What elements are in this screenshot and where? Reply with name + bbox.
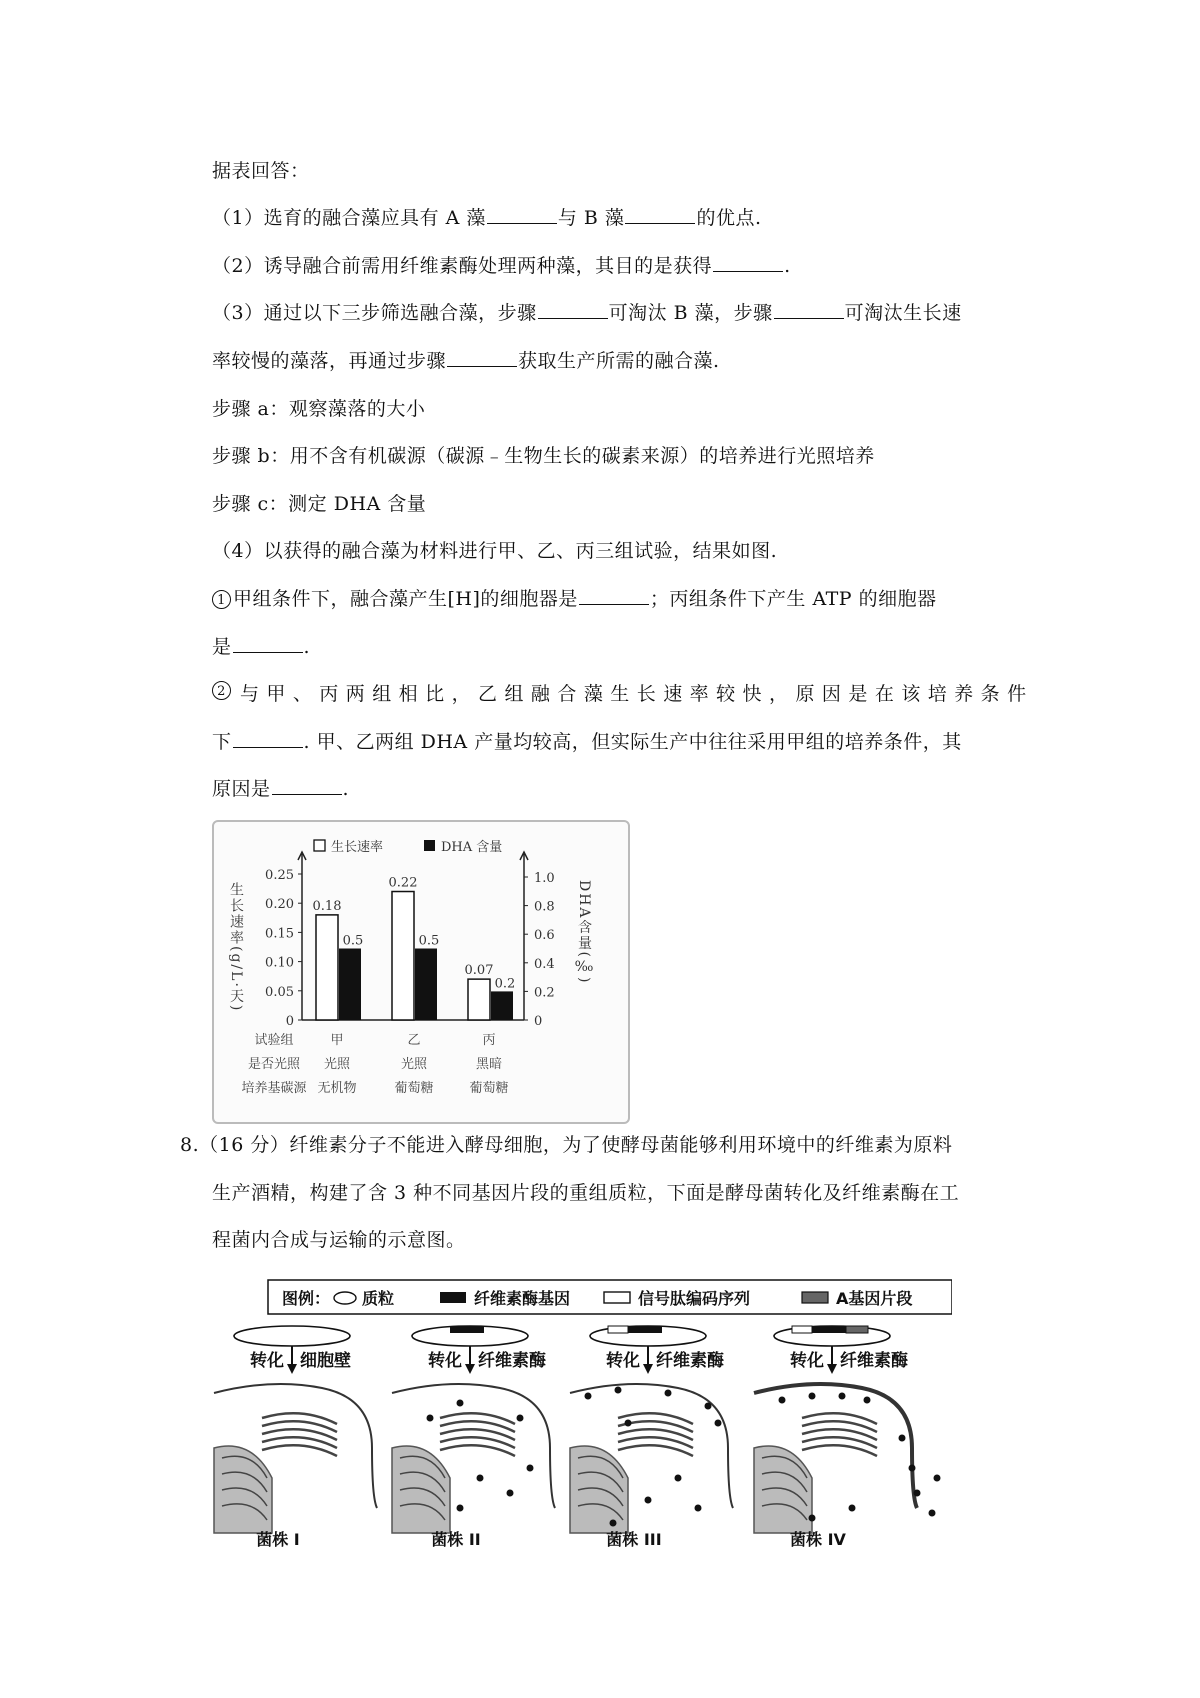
answer-blank[interactable] <box>233 729 303 748</box>
signal-peptide-icon <box>608 1326 628 1333</box>
golgi-membrane <box>802 1445 877 1456</box>
table-cell: 无机物 <box>317 1081 357 1096</box>
legend-swatch-growth <box>314 840 325 851</box>
text-char: 两 <box>345 683 366 705</box>
plasmid-icon <box>234 1326 350 1346</box>
text-char: 该 <box>901 683 921 705</box>
data-label: 0.5 <box>418 933 440 949</box>
legend-item: 纤维素酶基因 <box>474 1289 571 1308</box>
table-row-header: 是否光照 <box>247 1057 301 1072</box>
cellulase-dot <box>705 1403 712 1410</box>
text-char: 比 <box>425 683 445 705</box>
question-3-line-2: 率较慢的藻落，再通过步骤 获取生产所需的融合藻. <box>212 350 720 372</box>
table-cell: 乙 <box>407 1033 421 1048</box>
cellulase-dot <box>675 1475 682 1482</box>
left-tick-label: 0.15 <box>265 926 294 942</box>
answer-blank[interactable] <box>579 586 649 605</box>
a-gene-fragment-icon <box>802 1292 828 1303</box>
golgi-membrane <box>440 1445 515 1456</box>
y-axis-label-right: DHA含量(‰) <box>576 880 592 985</box>
text-char: 生 <box>610 683 630 705</box>
table-cell: 葡萄糖 <box>469 1081 509 1096</box>
text-char: 养 <box>954 683 974 705</box>
cellulase-dot <box>457 1400 464 1407</box>
cellulase-dot <box>507 1490 514 1497</box>
step-b: 步骤 b：用不含有机碳源（碳源﹣生物生长的碳素来源）的培养进行光照培养 <box>212 445 875 467</box>
legend-label: DHA 含量 <box>441 840 503 855</box>
text-char: 原 <box>795 683 815 705</box>
cellulase-dot <box>715 1420 722 1427</box>
right-tick-label: 0.8 <box>534 899 555 915</box>
table-row-header: 培养基碳源 <box>241 1081 307 1096</box>
bar-dha-content <box>415 949 437 1021</box>
legend-item: A基因片段 <box>836 1289 913 1308</box>
text-char: 因 <box>821 683 842 705</box>
arrow-head-icon <box>643 1364 653 1374</box>
left-tick-label: 0.25 <box>265 868 294 883</box>
cellulase-dot <box>615 1387 622 1394</box>
text-char: 件 <box>1007 683 1027 705</box>
data-label: 0.2 <box>494 976 516 992</box>
cellulase-dot <box>909 1465 916 1472</box>
cellulase-dot <box>477 1475 484 1482</box>
left-tick-label: 0.05 <box>265 984 294 1000</box>
question-8-line-2: 生产酒精，构建了含 3 种不同基因片段的重组质粒，下面是酵母菌转化及纤维素酶在工 <box>212 1182 960 1204</box>
strain-label: 菌株 III <box>606 1530 662 1548</box>
question-2: （2）诱导融合前需用纤维素酶处理两种藻，其目的是获得 . <box>212 255 791 277</box>
signal-peptide-icon <box>792 1326 812 1333</box>
circled-number: 1 <box>212 590 231 609</box>
table-cell: 光照 <box>323 1057 351 1072</box>
left-tick-label: 0.10 <box>265 955 294 971</box>
circled-number: 2 <box>212 681 231 700</box>
question-1: （1）选育的融合藻应具有 A 藻 与 B 藻 的优点. <box>212 207 762 229</box>
text-char: 率 <box>689 683 710 705</box>
cellulase-gene-icon <box>450 1326 484 1333</box>
y-axis-label-left: 生长速率(g/L·天) <box>228 882 244 1013</box>
answer-blank[interactable] <box>233 634 303 653</box>
data-label: 0.5 <box>342 933 364 949</box>
cellulase-dot <box>914 1490 921 1497</box>
a-gene-fragment-icon <box>846 1326 868 1333</box>
answer-blank[interactable] <box>774 300 844 319</box>
step-c: 步骤 c：测定 DHA 含量 <box>212 493 427 515</box>
cellulase-dot <box>645 1497 652 1504</box>
right-tick-label: 0.6 <box>534 928 555 944</box>
cellulase-dot <box>864 1397 871 1404</box>
cellulase-dot <box>779 1397 786 1404</box>
text-char: 是 <box>848 683 868 705</box>
answer-blank[interactable] <box>625 205 695 224</box>
question-4: （4）以获得的融合藻为材料进行甲、乙、丙三组试验，结果如图. <box>212 540 778 562</box>
intro-text: 据表回答： <box>212 160 310 182</box>
diagram-svg <box>212 1278 952 1548</box>
text-char: 培 <box>927 683 948 705</box>
text-char: 、 <box>292 683 313 705</box>
strain-label: 菌株 II <box>431 1530 481 1548</box>
text-char: 速 <box>663 683 683 705</box>
question-8-line-3: 程菌内合成与运输的示意图。 <box>212 1229 466 1251</box>
sub-question-2-line-3: 原因是 . <box>212 778 350 800</box>
growth-dha-chart <box>212 820 630 1124</box>
table-cell: 光照 <box>400 1057 428 1072</box>
table-row-header: 试验组 <box>254 1033 294 1048</box>
cellulase-gene-icon <box>628 1326 662 1333</box>
sub-question-2-line-2: 下 . 甲、乙两组 DHA 产量均较高，但实际生产中往往采用甲组的培养条件，其 <box>212 731 962 753</box>
data-label: 0.07 <box>464 963 494 979</box>
signal-peptide-icon <box>604 1292 630 1303</box>
data-label: 0.18 <box>312 898 342 914</box>
bar-growth-rate <box>392 892 414 1020</box>
bar-growth-rate <box>316 915 338 1020</box>
transform-label: 转化 <box>606 1351 640 1371</box>
golgi-membrane <box>262 1445 337 1456</box>
text-char: 组 <box>372 683 392 705</box>
right-tick-label: 0 <box>534 1014 543 1029</box>
text-char: 与 <box>239 683 260 705</box>
text-char: 合 <box>557 683 577 705</box>
answer-blank[interactable] <box>538 300 608 319</box>
cellulase-dot <box>457 1505 464 1512</box>
table-cell: 黑暗 <box>475 1057 503 1072</box>
chart-svg <box>214 822 628 1122</box>
strain-label: 菌株 IV <box>790 1530 846 1548</box>
table-cell: 甲 <box>330 1033 344 1048</box>
transform-label: 转化 <box>250 1351 284 1371</box>
text-char: 融 <box>530 683 551 705</box>
text-char: 乙 <box>478 683 498 705</box>
table-cell: 丙 <box>482 1033 496 1048</box>
answer-blank[interactable] <box>487 205 557 224</box>
text-char: 在 <box>874 683 895 705</box>
cellulase-dot <box>809 1515 816 1522</box>
sub-question-2-line-1 <box>212 681 1027 707</box>
text-char: 丙 <box>319 683 339 705</box>
cellulase-dot <box>809 1393 816 1400</box>
cellulase-dot <box>934 1475 941 1482</box>
text-char: 长 <box>636 683 657 705</box>
text-char: 条 <box>980 683 1001 705</box>
left-tick-label: 0 <box>285 1014 294 1029</box>
text-char: 相 <box>398 683 419 705</box>
question-3-line-1: （3）通过以下三步筛选融合藻，步骤 可淘汰 B 藻，步骤 可淘汰生长速 <box>212 302 962 324</box>
text-char: 甲 <box>266 683 286 705</box>
sub-question-1-line-2: 是 . <box>212 636 311 658</box>
answer-blank[interactable] <box>713 253 783 272</box>
legend-swatch-dha <box>424 840 435 851</box>
cellulase-dot <box>695 1505 702 1512</box>
legend-item: 质粒 <box>362 1289 395 1308</box>
cellulase-gene-icon <box>812 1326 846 1333</box>
sub-question-1-line-1: 1 甲组条件下，融合藻产生[H]的细胞器是 ；丙组条件下产生 ATP 的细胞器 <box>212 586 937 612</box>
cellulase-dot <box>610 1520 617 1527</box>
answer-blank[interactable] <box>447 348 517 367</box>
cellulase-dot <box>849 1505 856 1512</box>
bar-dha-content <box>339 949 361 1021</box>
table-cell: 葡萄糖 <box>394 1081 434 1096</box>
legend-label: 生长速率 <box>331 840 384 855</box>
text-char: ， <box>451 683 472 705</box>
cellulase-dot <box>899 1435 906 1442</box>
panel-label: 纤维素酶 <box>478 1351 546 1371</box>
arrow-head-icon <box>827 1364 837 1374</box>
legend-title: 图例： <box>282 1289 331 1308</box>
right-tick-label: 1.0 <box>534 871 555 886</box>
panel-label: 纤维素酶 <box>840 1351 908 1371</box>
golgi-membrane <box>618 1445 693 1456</box>
yeast-transformation-diagram <box>212 1278 952 1548</box>
cellulase-dot <box>839 1393 846 1400</box>
bar-dha-content <box>491 991 513 1020</box>
left-tick-label: 0.20 <box>265 897 294 913</box>
cellulase-dot <box>527 1465 534 1472</box>
text-char: 快 <box>742 683 763 705</box>
arrow-head-icon <box>287 1364 297 1374</box>
answer-blank[interactable] <box>272 776 342 795</box>
right-tick-label: 0.4 <box>534 956 555 972</box>
cellulase-dot <box>625 1420 632 1427</box>
data-label: 0.22 <box>388 875 418 891</box>
cellulase-dot <box>665 1390 672 1397</box>
cellulase-dot <box>929 1510 936 1517</box>
right-tick-label: 0.2 <box>534 985 555 1001</box>
legend-item: 信号肽编码序列 <box>638 1289 751 1308</box>
cellulase-dot <box>585 1393 592 1400</box>
step-a: 步骤 a：观察藻落的大小 <box>212 398 426 420</box>
cellulase-gene-icon <box>440 1292 466 1303</box>
strain-label: 菌株 I <box>256 1530 300 1548</box>
text-char: 藻 <box>583 683 604 705</box>
transform-label: 转化 <box>428 1351 462 1371</box>
cellulase-dot <box>427 1415 434 1422</box>
arrow-head-icon <box>465 1364 475 1374</box>
text-char: 较 <box>716 683 736 705</box>
bar-growth-rate <box>468 979 490 1020</box>
text-char: ， <box>769 683 789 705</box>
panel-label: 细胞壁 <box>300 1351 351 1371</box>
panel-label: 纤维素酶 <box>656 1351 724 1371</box>
cellulase-dot <box>517 1415 524 1422</box>
plasmid-icon <box>334 1292 356 1304</box>
question-8-line-1: 8.（16 分）纤维素分子不能进入酵母细胞，为了使酵母菌能够利用环境中的纤维素为原料 <box>180 1134 953 1156</box>
transform-label: 转化 <box>790 1351 824 1371</box>
text-char: 组 <box>504 683 524 705</box>
